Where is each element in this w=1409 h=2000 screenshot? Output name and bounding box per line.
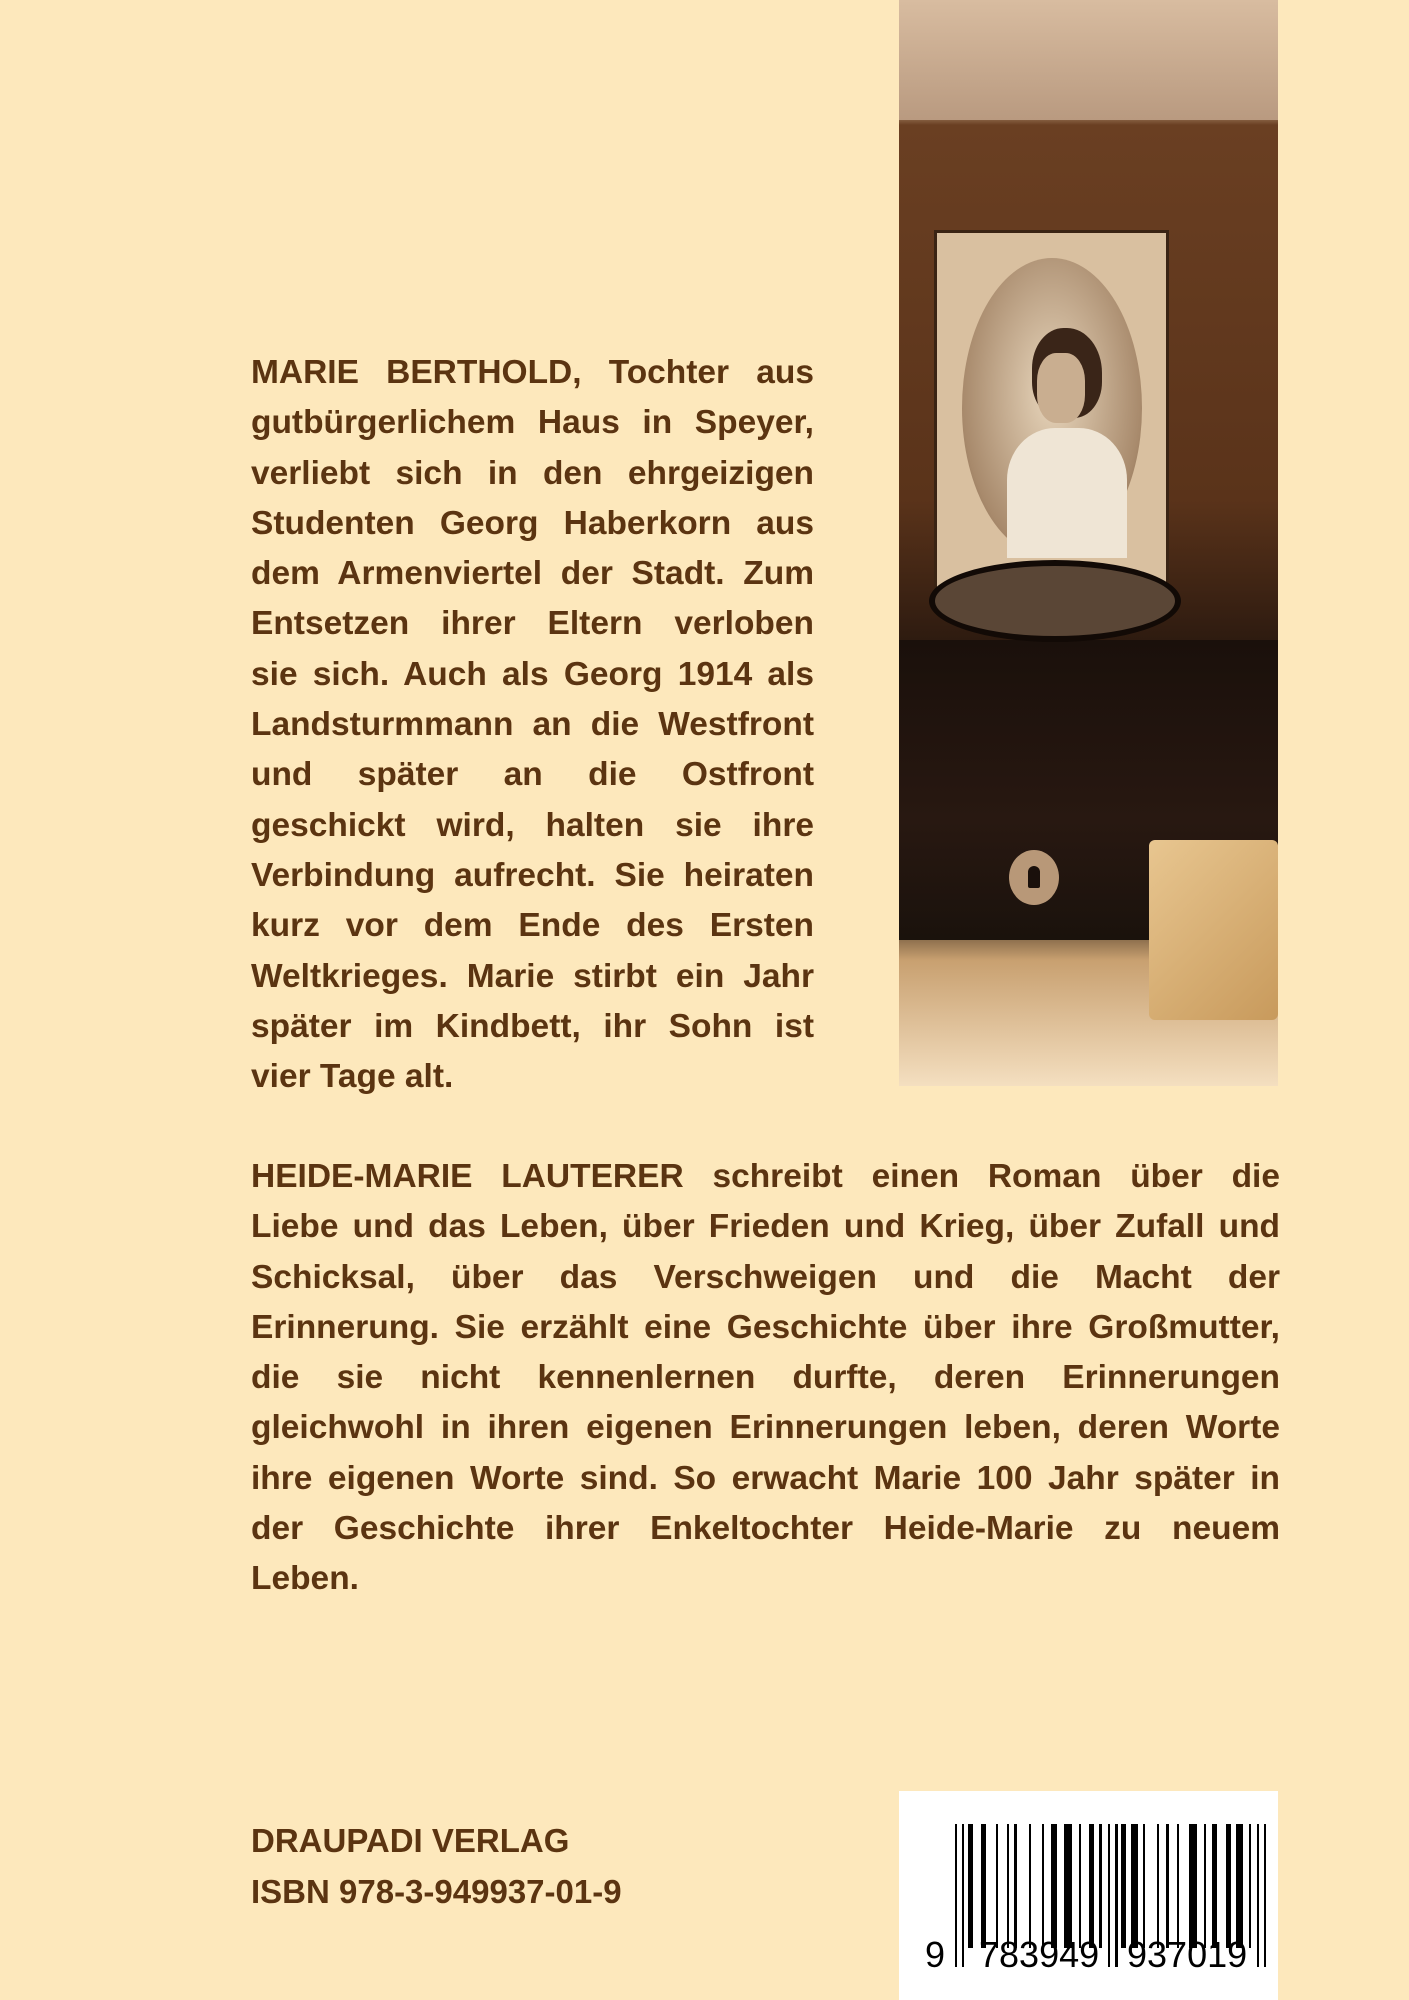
barcode-bar [1014, 1824, 1017, 1948]
isbn-barcode [899, 1791, 1278, 2000]
barcode-bar [1051, 1824, 1057, 1948]
text-line: Landsturmmann an die Westfront [251, 706, 814, 744]
barcode-bar [1089, 1824, 1094, 1948]
publisher-name: DRAUPADI VERLAG [251, 1822, 570, 1859]
barcode-bar [1249, 1824, 1251, 1948]
barcode-first-digit: 9 [925, 1934, 946, 1975]
text-line: ihre eigenen Worte sind. So erwacht Marie 100 Jahr später in [251, 1459, 1280, 1497]
barcode-bar [1204, 1824, 1206, 1948]
portrait-oval [962, 258, 1142, 558]
barcode-bar [1115, 1824, 1118, 1967]
text-line: geschickt wird, halten sie ihre [251, 806, 814, 844]
text-line: Schicksal, über das Verschweigen und die Macht der [251, 1258, 1280, 1296]
barcode-bar [996, 1824, 998, 1948]
text-line: HEIDE-MARIE LAUTERER schreibt einen Roman über die [251, 1158, 1280, 1195]
wooden-block [1149, 840, 1278, 1020]
barcode-right-digits: 937019 [1127, 1934, 1248, 1975]
oval-mirror [929, 560, 1181, 642]
barcode-bar [1064, 1824, 1072, 1948]
text-line: dem Armenviertel der Stadt. Zum [251, 555, 814, 593]
barcode-bar [1042, 1824, 1044, 1948]
text-line: Verbindung aufrecht. Sie heiraten [251, 856, 814, 894]
barcode-bar [1079, 1824, 1081, 1948]
barcode-bar [981, 1824, 986, 1948]
text-line: Entsetzen ihrer Eltern verloben [251, 605, 814, 643]
portrait-face [1037, 353, 1085, 423]
text-line: Liebe und das Leben, über Frieden und Krieg, über Zufall und [251, 1208, 1280, 1246]
isbn-text: ISBN 978-3-949937-01-9 [251, 1873, 622, 1910]
barcode-bar [1099, 1824, 1102, 1948]
barcode-left-digits: 783949 [979, 1934, 1100, 1975]
barcode-bar [1157, 1824, 1159, 1948]
text-line: sie sich. Auch als Georg 1914 als [251, 655, 814, 693]
barcode-bar [1108, 1824, 1110, 1967]
barcode-bar [955, 1824, 957, 1967]
author-paragraph [251, 1152, 1280, 1605]
text-line: der Geschichte ihrer Enkeltochter Heide-Marie zu neuem [251, 1510, 1280, 1548]
barcode-bar [1029, 1824, 1031, 1948]
keyhole-plate [1009, 850, 1059, 905]
barcode-bar [1131, 1824, 1138, 1948]
barcode-bar [1189, 1824, 1197, 1948]
text-line: später im Kindbett, ihr Sohn ist [251, 1007, 814, 1045]
cover-photo-portrait-still-life [899, 0, 1278, 1086]
text-line: gleichwohl in ihren eigenen Erinnerungen leben, deren Worte [251, 1409, 1280, 1447]
text-line: MARIE BERTHOLD, Tochter aus [251, 354, 814, 391]
photo-wall [899, 0, 1278, 120]
synopsis-paragraph [251, 348, 814, 1102]
text-line: Weltkrieges. Marie stirbt ein Jahr [251, 957, 814, 995]
barcode-bar [1257, 1824, 1259, 1967]
text-line: verliebt sich in den ehrgeizigen [251, 454, 814, 492]
barcode-bar [1143, 1824, 1145, 1948]
portrait-frame [934, 230, 1169, 590]
barcode-bar [962, 1824, 964, 1967]
text-line: gutbürgerlichem Haus in Speyer, [251, 404, 814, 442]
barcode-bar [1007, 1824, 1009, 1948]
portrait-body [1007, 428, 1127, 558]
text-line: kurz vor dem Ende des Ersten [251, 907, 814, 945]
barcode-bar [1166, 1824, 1169, 1948]
barcode-bar [1212, 1824, 1217, 1948]
text-line: die sie nicht kennenlernen durfte, deren Erinnerungen [251, 1359, 1280, 1397]
barcode-bar [1226, 1824, 1231, 1948]
barcode-bar [1121, 1824, 1126, 1948]
text-line: Leben. [251, 1560, 359, 1598]
text-line: Studenten Georg Haberkorn aus [251, 504, 814, 542]
text-line: vier Tage alt. [251, 1058, 454, 1096]
barcode-bar [1236, 1824, 1243, 1948]
barcode-bar [968, 1824, 973, 1948]
barcode-bar [1177, 1824, 1179, 1948]
text-line: und später an die Ostfront [251, 756, 814, 794]
text-line: Erinnerung. Sie erzählt eine Geschichte über ihre Großmutter, [251, 1308, 1280, 1346]
barcode-bar [1264, 1824, 1266, 1967]
